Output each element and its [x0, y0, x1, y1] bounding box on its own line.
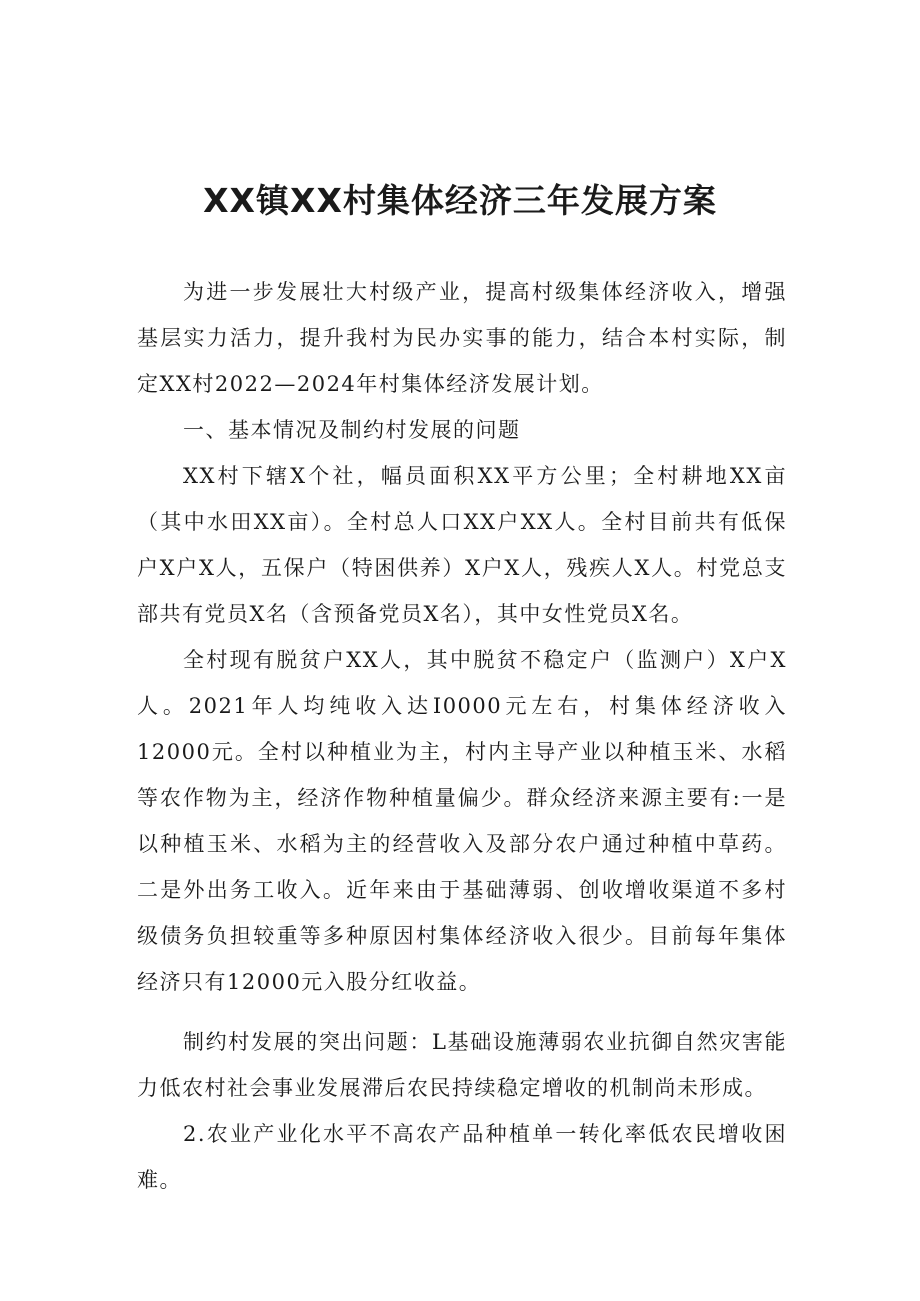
intro-paragraph: 为进一步发展壮大村级产业，提高村级集体经济收入，增强基层实力活力，提升我村为民办实事的能力，结合本村实际，制定XX村2022—2024年村集体经济发展计划。	[137, 280, 787, 396]
problem-1-paragraph: 制约村发展的突出问题：L基础设施薄弱农业抗御自然灾害能力低农村社会事业发展滞后农民持续稳定增收的机制尚未形成。	[137, 1030, 787, 1100]
village-overview-paragraph: XX村下辖X个社，幅员面积XX平方公里；全村耕地XX亩（其中水田XX亩）。全村总人口XX户XX人。全村目前共有低保户X户X人，五保户（特困供养）X户X人，残疾人X人。村党总支部共有党员X名（含预备党员X名），其中女性党员X名。	[137, 464, 787, 626]
section-heading-basic-situation: 一、基本情况及制约村发展的问题	[183, 418, 521, 442]
document-body	[137, 269, 787, 1203]
document-title: XX镇XX村集体经济三年发展方案	[203, 181, 717, 220]
problem-2-paragraph: 2.农业产业化水平不高农产品种植单一转化率低农民增收困难。	[137, 1122, 787, 1192]
income-situation-paragraph: 全村现有脱贫户XX人，其中脱贫不稳定户（监测户）X户X人。2021年人均纯收入达I0000元左右，村集体经济收入12000元。全村以种植业为主，村内主导产业以种植玉米、水稻等农作物为主，经济作物种植量偏少。群众经济来源主要有:一是以种植玉米、水稻为主的经营收入及部分农户通过种植中草药。二是外出务工收入。近年来由于基础薄弱、创收增收渠道不多村级债务负担较重等多种原因村集体经济收入很少。目前每年集体经济只有12000元入股分红收益。	[137, 648, 787, 994]
